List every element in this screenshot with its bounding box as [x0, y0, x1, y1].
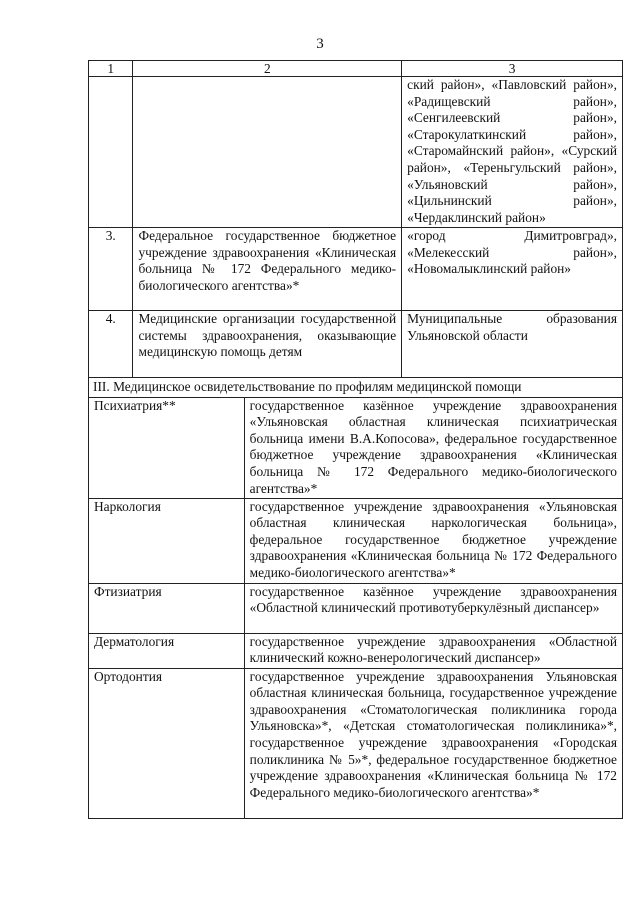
section-title-row	[89, 378, 623, 398]
profile-row-psychiatry	[89, 397, 623, 498]
cell-empty-organization	[133, 77, 402, 228]
profile-name: Наркология	[89, 498, 245, 583]
row-area: «город Димитровград», «Мелекесский район», «Новомалыклинский район»	[402, 228, 623, 311]
row-number: 3.	[89, 228, 133, 311]
table-row-continuation	[89, 77, 623, 228]
profile-name: Психиатрия**	[89, 397, 245, 498]
profile-organizations: государственное казённое учреждение здравоохранения «Областной клинический противотуберкулёзный диспансер»	[244, 583, 622, 633]
row-organization: Федеральное государственное бюджетное учреждение здравоохранения «Клиническая больница № 172 Федерального медико-биологического агентства»*	[133, 228, 402, 311]
row-area: Муниципальные образования Ульяновской области	[402, 311, 623, 378]
row-organization: Медицинские организации государственной системы здравоохранения, оказывающие медицинскую помощь детям	[133, 311, 402, 378]
table-header-row	[89, 61, 623, 77]
cell-empty-num	[89, 77, 133, 228]
table-row-3	[89, 228, 623, 311]
profile-name: Фтизиатрия	[89, 583, 245, 633]
profile-row-orthodontics	[89, 668, 623, 818]
profile-row-dermatology	[89, 633, 623, 668]
page-number: 3	[316, 36, 324, 52]
profile-name: Дерматология	[89, 633, 245, 668]
profile-organizations: государственное казённое учреждение здравоохранения «Ульяновская областная клиническая психиатрическая больница имени В.А.Копосова», федеральное государственное бюджетное учреждение здравоохранения «Клиническая больница № 172 Федерального медико-биологического агентства»*	[244, 397, 622, 498]
profile-name: Ортодонтия	[89, 668, 245, 818]
cell-continuation-area: ский район», «Павловский район», «Радищевский район», «Сенгилеевский район», «Старокулаткинский район», «Старомайнский район», «Сурский район», «Тереньгульский район», «Ульяновский район», «Цильнинский район», «Чердаклинский район»	[402, 77, 623, 228]
document-table	[88, 60, 623, 819]
row-number: 4.	[89, 311, 133, 378]
profile-row-narcology	[89, 498, 623, 583]
profile-organizations: государственное учреждение здравоохранения Ульяновская областная клиническая больница, государственное учреждение здравоохранения «Стоматологическая поликлиника города Ульяновска»*, «Детская стоматологическая поликлиника»*, государственное учреждение здравоохранения «Городская поликлиника № 5»*, федеральное государственное бюджетное учреждение здравоохранения «Клиническая больница № 172 Федерального медико-биологического агентства»*	[244, 668, 622, 818]
header-col-3: 3	[402, 61, 623, 77]
section-title: III. Медицинское освидетельствование по профилям медицинской помощи	[89, 378, 623, 398]
profile-row-phthisiatry	[89, 583, 623, 633]
profile-organizations: государственное учреждение здравоохранения «Ульяновская областная клиническая наркологическая больница», федеральное государственное бюджетное учреждение здравоохранения «Клиническая больница № 172 Федерального медико-биологического агентства»*	[244, 498, 622, 583]
profile-organizations: государственное учреждение здравоохранения «Областной клинический кожно-венерологический диспансер»	[244, 633, 622, 668]
header-col-1: 1	[89, 61, 133, 77]
header-col-2: 2	[133, 61, 402, 77]
table-row-4	[89, 311, 623, 378]
